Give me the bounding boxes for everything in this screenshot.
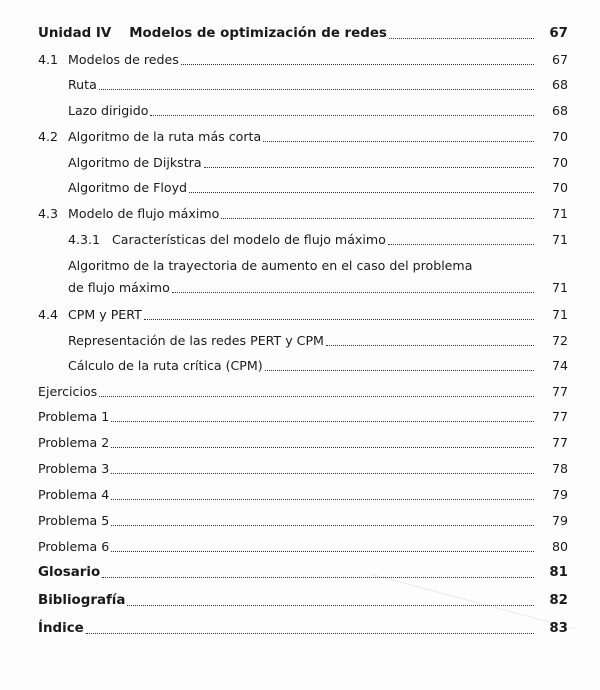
- toc-page-number: 71: [551, 280, 568, 295]
- toc-entry-title: Problema 4: [38, 487, 110, 502]
- toc-entry-title: Ruta: [68, 77, 97, 92]
- toc-page-number: 68: [551, 103, 568, 118]
- toc-page-number: 71: [551, 206, 568, 221]
- toc-page-number: 79: [551, 487, 568, 502]
- toc-entry-title: Problema 2: [38, 435, 110, 450]
- dot-leader: [221, 218, 534, 219]
- toc-entry-trayectoria[interactable]: [0, 277, 600, 299]
- toc-section-4-3-1[interactable]: [0, 229, 600, 251]
- toc-entry-glosario[interactable]: [0, 562, 600, 584]
- dot-leader: [181, 64, 534, 65]
- dot-leader: [189, 192, 534, 193]
- dot-leader: [263, 141, 534, 142]
- dot-leader: [111, 551, 534, 552]
- toc-entry-bibliografia[interactable]: [0, 590, 600, 612]
- toc-entry-title: Representación de las redes PERT y CPM: [68, 333, 324, 348]
- toc-entry-trayectoria-line1[interactable]: Algoritmo de la trayectoria de aumento en el caso del problema: [68, 258, 473, 273]
- toc-entry-ruta[interactable]: [0, 74, 600, 96]
- dot-leader: [150, 115, 534, 116]
- toc-page-number: 78: [551, 461, 568, 476]
- dot-leader: [111, 499, 534, 500]
- dot-leader: [111, 473, 534, 474]
- dot-leader: [204, 167, 534, 168]
- toc-entry-lazo-dirigido[interactable]: [0, 100, 600, 122]
- toc-entry-title: Problema 5: [38, 513, 110, 528]
- toc-entry-problema-4[interactable]: [0, 484, 600, 506]
- toc-unit-label: Unidad IV: [38, 26, 112, 41]
- toc-entry-dijkstra[interactable]: [0, 152, 600, 174]
- toc-section-number: 4.4: [38, 307, 59, 322]
- dot-leader: [99, 396, 534, 397]
- toc-page-number: 77: [551, 384, 568, 399]
- toc-entry-problema-3[interactable]: [0, 458, 600, 480]
- dot-leader: [265, 370, 534, 371]
- toc-entry-title: Lazo dirigido: [68, 103, 149, 118]
- dot-leader: [111, 421, 534, 422]
- dot-leader: [144, 319, 534, 320]
- toc-entry-title: Algoritmo de Floyd: [68, 180, 188, 195]
- toc-entry-title: Problema 3: [38, 461, 110, 476]
- toc-entry-title: Algoritmo de la ruta más corta: [68, 129, 262, 144]
- toc-entry-title: Algoritmo de Dijkstra: [68, 155, 202, 170]
- toc-entry-title: Características del modelo de flujo máximo: [112, 232, 386, 247]
- toc-section-4-3[interactable]: [0, 203, 600, 225]
- toc-entry-title: Índice: [38, 621, 84, 636]
- toc-entry-title: Problema 6: [38, 539, 110, 554]
- toc-page-number: 70: [551, 155, 568, 170]
- toc-page-number: 71: [551, 307, 568, 322]
- toc-page-number: 82: [549, 593, 568, 608]
- toc-section-number: 4.3: [38, 206, 59, 221]
- toc-section-4-1[interactable]: [0, 49, 600, 71]
- toc-page-number: 77: [551, 409, 568, 424]
- dot-leader: [102, 577, 534, 578]
- toc-entry-problema-6[interactable]: [0, 536, 600, 558]
- toc-page-number: 77: [551, 435, 568, 450]
- dot-leader: [389, 38, 534, 39]
- toc-entry-ejercicios[interactable]: [0, 381, 600, 403]
- toc-entry-title: de flujo máximo: [68, 280, 170, 295]
- toc-unit-title: Modelos de optimización de redes: [129, 26, 387, 41]
- toc-unit-row[interactable]: [0, 23, 600, 45]
- toc-page-number: 79: [551, 513, 568, 528]
- toc-entry-title: Modelos de redes: [68, 52, 179, 67]
- toc-entry-title: Modelo de flujo máximo: [68, 206, 220, 221]
- toc-entry-title: CPM y PERT: [68, 307, 142, 322]
- toc-section-number: 4.2: [38, 129, 59, 144]
- toc-entry-title: Cálculo de la ruta crítica (CPM): [68, 358, 263, 373]
- toc-entry-problema-1[interactable]: [0, 406, 600, 428]
- toc-entry-problema-5[interactable]: [0, 510, 600, 532]
- toc-entry-floyd[interactable]: [0, 177, 600, 199]
- toc-section-4-4[interactable]: [0, 304, 600, 326]
- toc-unit-heading: [38, 23, 387, 45]
- dot-leader: [172, 292, 534, 293]
- toc-page-number: 72: [551, 333, 568, 348]
- dot-leader: [111, 525, 534, 526]
- toc-entry-title: Bibliografía: [38, 593, 126, 608]
- toc-page-number: 68: [551, 77, 568, 92]
- toc-page-number: 80: [551, 539, 568, 554]
- toc-page-number: 74: [551, 358, 568, 373]
- toc-section-4-2[interactable]: [0, 126, 600, 148]
- dot-leader: [326, 345, 534, 346]
- toc-section-number: 4.1: [38, 52, 59, 67]
- toc-page-number: 71: [551, 232, 568, 247]
- toc-entry-title: Problema 1: [38, 409, 110, 424]
- toc-page-number: 81: [549, 565, 568, 580]
- dot-leader: [99, 89, 534, 90]
- toc-entry-representacion[interactable]: [0, 330, 600, 352]
- toc-entry-title: Glosario: [38, 565, 101, 580]
- toc-page-number: 67: [549, 26, 568, 41]
- dot-leader: [111, 447, 534, 448]
- toc-page-number: 70: [551, 129, 568, 144]
- toc-page-number: 70: [551, 180, 568, 195]
- toc-page-number: 67: [551, 52, 568, 67]
- toc-entry-problema-2[interactable]: [0, 432, 600, 454]
- toc-entry-title: Ejercicios: [38, 384, 98, 399]
- toc-entry-calculo[interactable]: [0, 355, 600, 377]
- toc-page-number: 83: [549, 621, 568, 636]
- toc-section-number: 4.3.1: [68, 232, 101, 247]
- dot-leader: [388, 244, 534, 245]
